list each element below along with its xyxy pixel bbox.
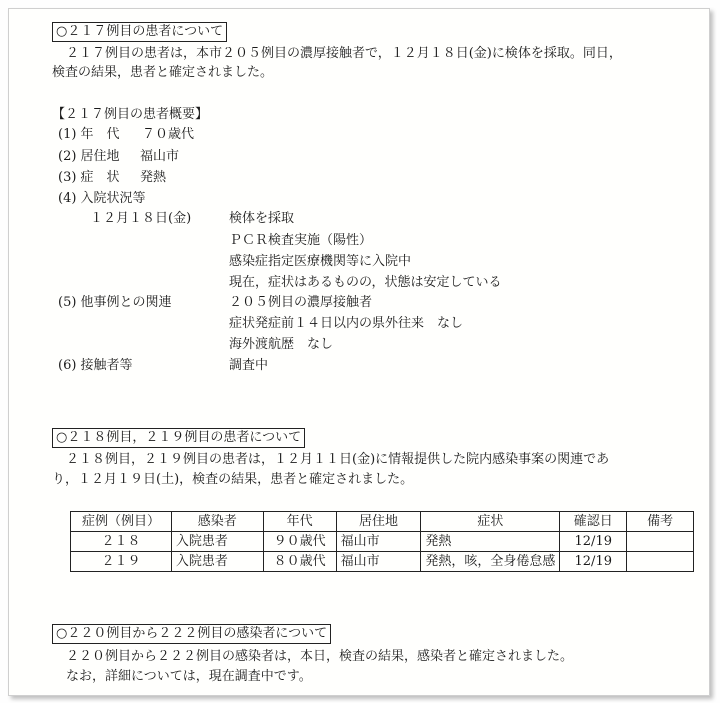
relation-line: ２０５例目の濃厚接触者	[229, 295, 373, 310]
relation-line: 海外渡航歴 なし	[229, 337, 334, 352]
section3-text-line1: ２２０例目から２２２例目の感染者は，本日，検査の結果，感染者と確定されました。	[66, 649, 574, 664]
contacts-label: (6) 接触者等	[58, 358, 133, 373]
relation-line: 症状発症前１４日以内の県外往来 なし	[229, 316, 464, 331]
admission-line: 感染症指定医療機関等に入院中	[229, 254, 412, 269]
table-row	[71, 552, 694, 572]
section1-text-line1: ２１７例目の患者は，本市２０５例目の濃厚接触者で，１２月１８日(金)に検体を採取。同日，	[66, 46, 622, 61]
table-header-row	[71, 512, 694, 532]
column-header: 備考	[627, 512, 694, 532]
admission-line: 検体を採取	[229, 211, 295, 226]
column-header: 感染者	[171, 512, 263, 532]
section3-heading: ○２２０例目から２２２例目の感染者について	[52, 624, 331, 644]
admission-line: 現在，症状はあるものの，状態は安定している	[229, 275, 502, 290]
table-cell: 入院患者	[171, 532, 263, 552]
section2-text-line2: り，１２月１９日(土)，検査の結果，患者と確定されました。	[52, 472, 414, 487]
age-label: (1) 年 代	[58, 127, 120, 142]
table-cell: ８０歳代	[263, 552, 336, 572]
column-header: 症状	[421, 512, 560, 532]
column-header: 居住地	[336, 512, 421, 532]
table-cell: ２１９	[71, 552, 172, 572]
section3-text-line2: なお，詳細については，現在調査中です。	[66, 669, 312, 684]
table-cell: ２１８	[71, 532, 172, 552]
admission-date: １２月１８日(金)	[90, 211, 192, 226]
age-value: ７０歳代	[142, 127, 195, 142]
column-header: 年代	[263, 512, 336, 532]
column-header: 症例（例目）	[71, 512, 172, 532]
admission-label: (4) 入院状況等	[58, 191, 146, 206]
residence-value: 福山市	[140, 149, 180, 164]
table-row	[71, 532, 694, 552]
section1-heading: ○２１７例目の患者について	[52, 22, 227, 42]
table-cell: 福山市	[336, 552, 421, 572]
column-header: 確認日	[560, 512, 627, 532]
table-cell: ９０歳代	[263, 532, 336, 552]
section2-heading: ○２１８例目，２１９例目の患者について	[52, 428, 305, 448]
overview-heading: 【２１７例目の患者概要】	[52, 107, 209, 122]
table-cell: 12/19	[560, 532, 627, 552]
table-cell: 福山市	[336, 532, 421, 552]
table-cell: 入院患者	[171, 552, 263, 572]
table-cell	[627, 552, 694, 572]
section2-text-line1: ２１８例目，２１９例目の患者は，１２月１１日(金)に情報提供した院内感染事案の関連であ	[66, 452, 610, 467]
symptom-label: (3) 症 状	[58, 170, 120, 185]
table-cell	[627, 532, 694, 552]
symptom-value: 発熱	[140, 170, 167, 185]
cases-table	[70, 511, 694, 572]
table-cell: 発熱	[421, 532, 560, 552]
residence-label: (2) 居住地	[58, 149, 120, 164]
admission-line: ＰＣＲ検査実施（陽性）	[229, 233, 373, 248]
section1-text-line2: 検査の結果，患者と確定されました。	[52, 65, 274, 80]
relation-label: (5) 他事例との関連	[58, 295, 172, 310]
table-cell: 発熱，咳，全身倦怠感	[421, 552, 560, 572]
table-cell: 12/19	[560, 552, 627, 572]
contacts-value: 調査中	[229, 358, 269, 373]
